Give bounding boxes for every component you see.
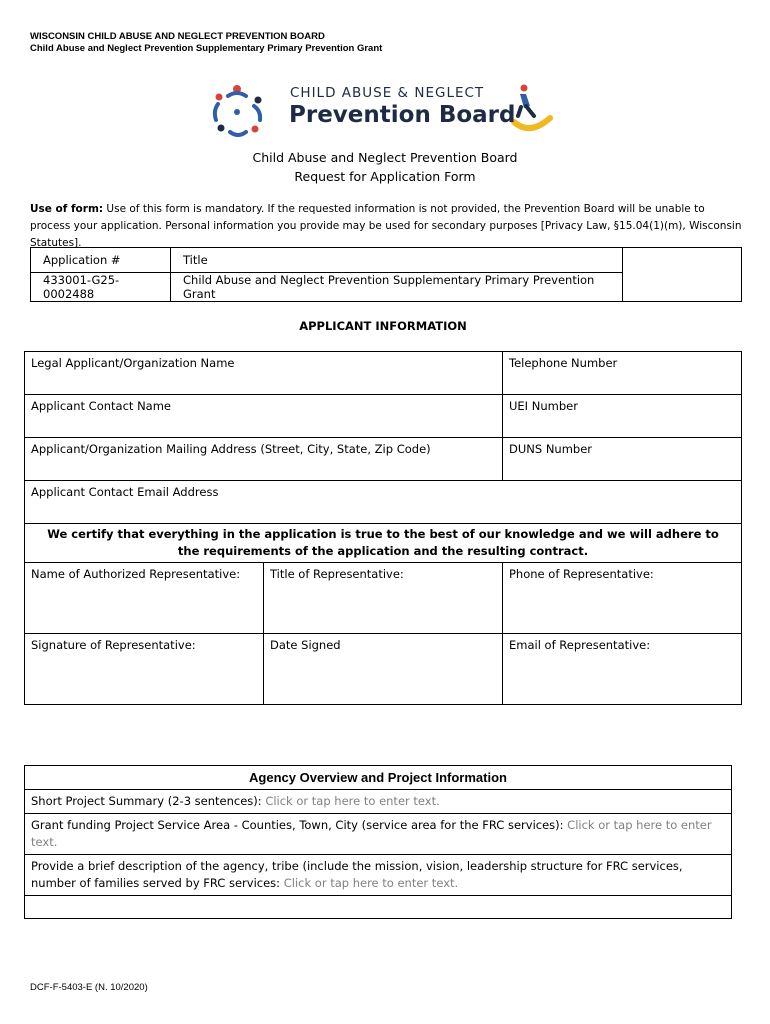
project-summary-input[interactable]: Click or tap here to enter text.: [265, 794, 440, 808]
contact-email-field[interactable]: [25, 481, 742, 524]
agency-overview-table: [24, 765, 732, 919]
agency-description-row: [25, 855, 732, 896]
mailing-address-label: Applicant/Organization Mailing Address (Street, City, State, Zip Code): [31, 442, 431, 456]
prevention-board-logo: [208, 82, 558, 140]
applicant-information-heading: APPLICANT INFORMATION: [299, 319, 467, 333]
duns-field[interactable]: [503, 438, 742, 481]
form-number-footer: DCF-F-5403-E (N. 10/2020): [30, 982, 148, 993]
contact-email-label: Applicant Contact Email Address: [31, 485, 219, 499]
rep-email-field[interactable]: [503, 634, 742, 705]
agency-overview-heading: Agency Overview and Project Information: [25, 766, 732, 790]
application-number-label: Application #: [31, 248, 171, 273]
telephone-field[interactable]: [503, 352, 742, 395]
date-signed-field[interactable]: [264, 634, 503, 705]
document-subtitle: Request for Application Form: [294, 169, 476, 184]
use-of-form-text: Use of this form is mandatory. If the requested information is not provided, the Prevention Board will be unable to process your application. Personal information you provide may be used for secondary purposes [Privacy Law, §15.04(1)(m), Wisconsin Statutes].: [30, 203, 742, 249]
service-area-row: [25, 814, 732, 855]
rep-signature-field[interactable]: [25, 634, 264, 705]
logo-main-text: Prevention Board: [289, 102, 516, 128]
legal-name-label: Legal Applicant/Organization Name: [31, 356, 235, 370]
rep-title-label: Title of Representative:: [270, 567, 404, 581]
agency-description-input[interactable]: Click or tap here to enter text.: [283, 876, 459, 890]
uei-field[interactable]: [503, 395, 742, 438]
application-title-value: Child Abuse and Neglect Prevention Supplementary Primary Prevention Grant: [171, 273, 623, 302]
rep-name-label: Name of Authorized Representative:: [31, 567, 241, 581]
applicant-information-table: [24, 351, 742, 705]
use-of-form-label: Use of form:: [30, 203, 104, 215]
rep-name-field[interactable]: [25, 563, 264, 634]
project-summary-row: [25, 790, 732, 814]
service-area-input[interactable]: Click or tap here to enter text.: [31, 818, 712, 849]
contact-name-field[interactable]: [25, 395, 503, 438]
application-number-value: 433001-G25-0002488: [31, 273, 171, 302]
application-table: [30, 247, 742, 302]
empty-row: [25, 896, 732, 919]
document-title: Child Abuse and Neglect Prevention Board: [252, 150, 518, 165]
child-figure-icon: [514, 85, 550, 129]
logo-top-text: CHILD ABUSE & NEGLECT: [290, 85, 485, 101]
use-of-form-notice: [30, 201, 742, 252]
people-circle-icon: [215, 85, 262, 135]
application-title-label: Title: [171, 248, 623, 273]
duns-label: DUNS Number: [509, 442, 593, 456]
contact-name-label: Applicant Contact Name: [31, 399, 172, 413]
application-blank-cell: [623, 248, 742, 302]
header-grant-name: Child Abuse and Neglect Prevention Supplementary Primary Prevention Grant: [30, 43, 383, 54]
project-summary-label: Short Project Summary (2-3 sentences):: [31, 794, 266, 808]
date-signed-label: Date Signed: [270, 638, 341, 652]
rep-phone-field[interactable]: [503, 563, 742, 634]
service-area-label: Grant funding Project Service Area - Counties, Town, City (service area for the FRC services):: [31, 818, 568, 832]
rep-signature-label: Signature of Representative:: [31, 638, 196, 652]
rep-title-field[interactable]: [264, 563, 503, 634]
telephone-label: Telephone Number: [509, 356, 618, 370]
uei-label: UEI Number: [509, 399, 578, 413]
rep-email-label: Email of Representative:: [509, 638, 651, 652]
legal-name-field[interactable]: [25, 352, 503, 395]
rep-phone-label: Phone of Representative:: [509, 567, 654, 581]
agency-description-label: Provide a brief description of the agency, tribe (include the mission, vision, leadership structure for FRC services, number of families served by FRC services:: [31, 859, 683, 890]
mailing-address-field[interactable]: [25, 438, 503, 481]
certification-statement: We certify that everything in the application is true to the best of our knowledge and we will adhere to the requirements of the application and the resulting contract.: [25, 524, 742, 563]
header-agency-name: WISCONSIN CHILD ABUSE AND NEGLECT PREVENTION BOARD: [30, 31, 325, 42]
